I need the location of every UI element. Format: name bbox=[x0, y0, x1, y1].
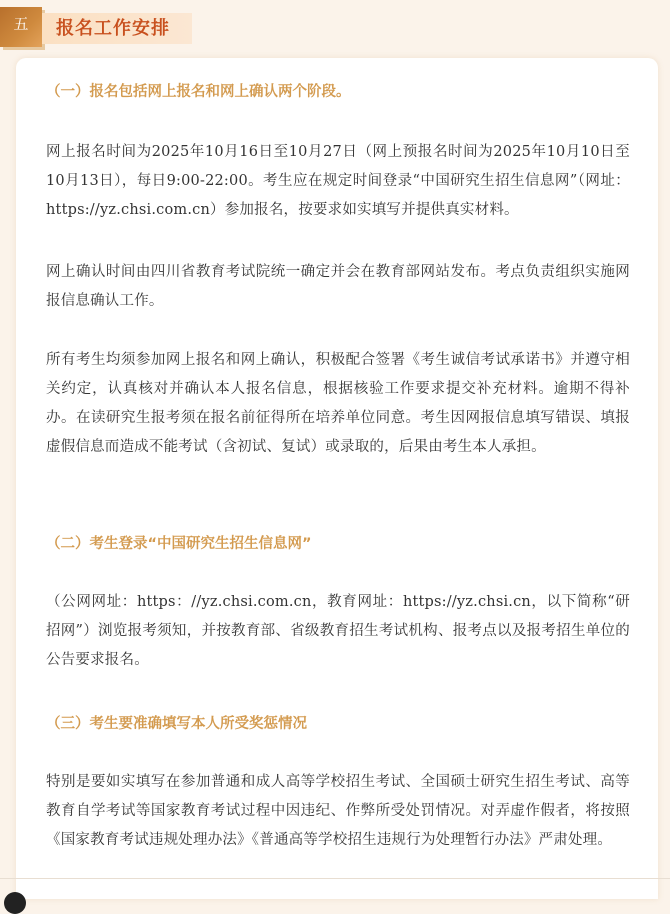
avatar[interactable] bbox=[4, 892, 26, 914]
paragraph-1-2: 网上确认时间由四川省教育考试院统一确定并会在教育部网站发布。考点负责组织实施网报信息确认工作。 bbox=[46, 264, 630, 309]
subheading-2: （二）考生登录“中国研究生招生信息网” bbox=[46, 536, 312, 552]
paragraph-1-1: 网上报名时间为2025年10月16日至10月27日（网上预报名时间为2025年10月10日至10月13日），每日9:00-22:00。考生应在规定时间登录“中国研究生招生信息网”（网址：https://yz.chsi.com.cn）参加报名，按要求如实填写并提供真实材料。 bbox=[46, 144, 630, 218]
paragraph-3-1: 特别是要如实填写在参加普通和成人高等学校招生考试、全国硕士研究生招生考试、高等教育自学考试等国家教育考试过程中因违纪、作弊所受处罚情况。对弄虚作假者，将按照《国家教育考试违规处理办法》《普通高等学校招生违规行为处理暂行办法》严肃处理。 bbox=[46, 774, 630, 848]
paragraph-2-1: （公网网址：https：//yz.chsi.com.cn，教育网址：https://yz.chsi.cn，以下简称“研招网”）浏览报考须知，并按教育部、省级教育招生考试机构、报考点以及报考招生单位的公告要求报名。 bbox=[46, 594, 630, 668]
content-card bbox=[16, 58, 658, 899]
section-title: 报名工作安排 bbox=[42, 13, 192, 44]
subheading-3: （三）考生要准确填写本人所受奖惩情况 bbox=[46, 716, 307, 732]
paragraph-1-3: 所有考生均须参加网上报名和网上确认，积极配合签署《考生诚信考试承诺书》并遵守相关约定，认真核对并确认本人报名信息，根据核验工作要求提交补充材料。逾期不得补办。在读研究生报考须在报名前征得所在培养单位同意。考生因网报信息填写错误、填报虚假信息而造成不能考试（含初试、复试）或录取的，后果由考生本人承担。 bbox=[46, 352, 630, 455]
section-header bbox=[0, 7, 200, 47]
section-number-badge: 五 bbox=[0, 7, 42, 47]
bottom-divider bbox=[0, 878, 670, 879]
subheading-1: （一）报名包括网上报名和网上确认两个阶段。 bbox=[46, 84, 351, 100]
